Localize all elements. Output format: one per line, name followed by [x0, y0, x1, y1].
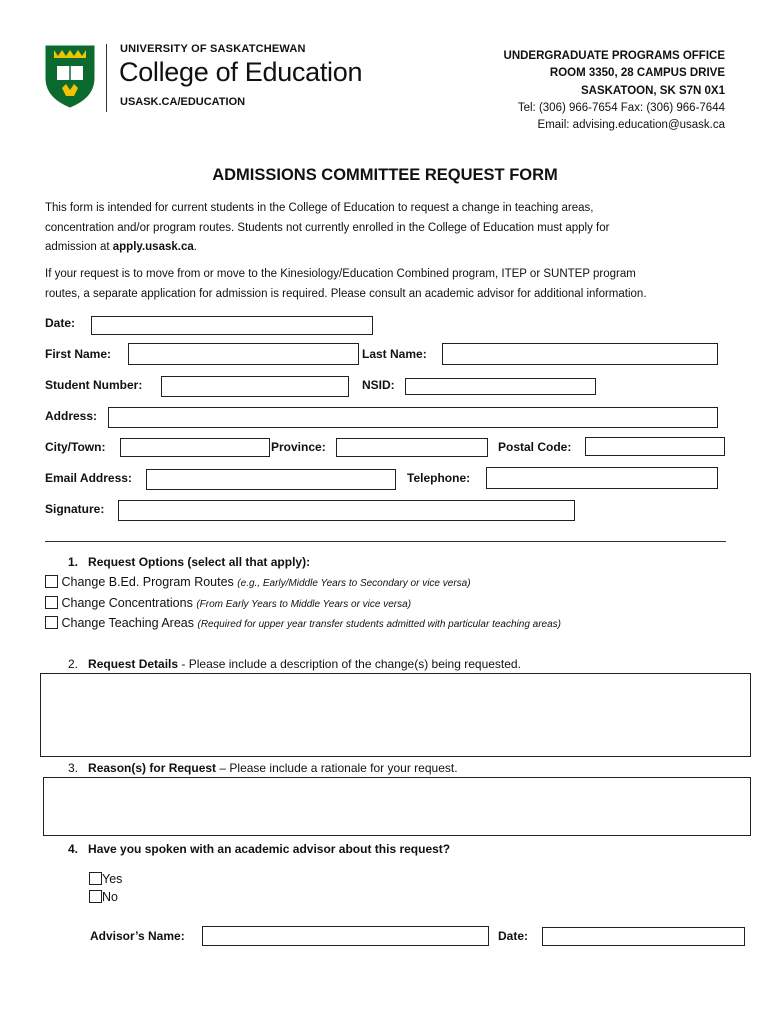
city-field[interactable]	[120, 438, 270, 457]
concentrations-checkbox[interactable]	[45, 596, 58, 609]
section-number: 1.	[68, 555, 79, 569]
option-label: Change B.Ed. Program Routes	[61, 575, 234, 589]
intro-line	[45, 238, 735, 258]
university-name: UNIVERSITY OF SASKATCHEWAN	[120, 43, 306, 55]
intro-text: .	[193, 241, 197, 253]
option-label: Change Teaching Areas	[61, 616, 194, 630]
header-divider	[106, 44, 107, 112]
first-name-field[interactable]	[128, 343, 359, 365]
yes-checkbox[interactable]	[89, 872, 102, 885]
province-field[interactable]	[336, 438, 488, 457]
intro-text: admission at	[45, 241, 113, 253]
advisor-name-field[interactable]	[202, 926, 489, 946]
section-number: 2.	[68, 657, 79, 671]
university-crest-icon	[44, 44, 96, 108]
reason-textarea[interactable]	[43, 777, 751, 836]
section-title: Have you spoken with an academic advisor about this request?	[88, 842, 451, 856]
section-number: 3.	[68, 761, 79, 775]
office-email: Email: advising.education@usask.ca	[537, 119, 725, 132]
request-details-textarea[interactable]	[40, 673, 751, 757]
student-number-field[interactable]	[161, 376, 349, 397]
intro-paragraph-1	[45, 199, 735, 258]
last-name-label: Last Name:	[362, 347, 427, 361]
advisor-date-label: Date:	[498, 929, 529, 943]
telephone-field[interactable]	[486, 467, 718, 489]
section-2-heading	[68, 657, 521, 671]
section-3-heading	[68, 761, 458, 775]
advisor-name-label: Advisor’s Name:	[90, 929, 185, 943]
advisor-date-field[interactable]	[542, 927, 745, 946]
address-field[interactable]	[108, 407, 718, 428]
option-note: (From Early Years to Middle Years or vice versa)	[196, 599, 412, 610]
student-number-label: Student Number:	[45, 378, 143, 392]
province-label: Province:	[271, 440, 326, 454]
option-note: (Required for upper year transfer students admitted with particular teaching areas)	[197, 619, 561, 630]
office-address	[504, 48, 725, 134]
intro-line: This form is intended for current students in the College of Education to request a change in teaching areas,	[45, 202, 594, 214]
nsid-label: NSID:	[362, 378, 395, 392]
section-number: 4.	[68, 842, 79, 856]
program-routes-checkbox[interactable]	[45, 575, 58, 588]
section-1-heading	[68, 555, 310, 569]
teaching-areas-checkbox[interactable]	[45, 616, 58, 629]
apply-link[interactable]: apply.usask.ca	[112, 241, 194, 253]
section-title: Reason(s) for Request	[88, 761, 217, 775]
section-divider	[45, 541, 726, 542]
signature-field[interactable]	[118, 500, 575, 521]
section-desc: - Please include a description of the change(s) being requested.	[178, 657, 521, 671]
option-row	[45, 596, 411, 610]
first-name-label: First Name:	[45, 347, 112, 361]
section-title: Request Options (select all that apply):	[88, 555, 311, 569]
form-title: ADMISSIONS COMMITTEE REQUEST FORM	[212, 166, 558, 184]
telephone-label: Telephone:	[407, 471, 471, 485]
no-checkbox[interactable]	[89, 890, 102, 903]
section-desc: – Please include a rationale for your request.	[216, 761, 458, 775]
office-phone: Tel: (306) 966-7654 Fax: (306) 966-7644	[517, 101, 725, 114]
office-line: UNDERGRADUATE PROGRAMS OFFICE	[503, 50, 725, 62]
yes-row	[89, 872, 122, 886]
nsid-field[interactable]	[405, 378, 596, 395]
postal-code-label: Postal Code:	[498, 440, 572, 454]
office-line: ROOM 3350, 28 CAMPUS DRIVE	[549, 67, 725, 80]
option-label: Change Concentrations	[61, 596, 193, 610]
signature-label: Signature:	[45, 502, 105, 516]
city-label: City/Town:	[45, 440, 106, 454]
college-name: College of Education	[119, 57, 363, 87]
section-title: Request Details	[88, 657, 179, 671]
college-url: USASK.CA/EDUCATION	[120, 96, 246, 108]
email-field[interactable]	[146, 469, 396, 490]
yes-label: Yes	[102, 872, 123, 886]
no-row	[89, 890, 118, 904]
intro-line: routes, a separate application for admission is required. Please consult an academic advisor for additional information.	[45, 287, 647, 300]
date-field[interactable]	[91, 316, 373, 335]
office-line: SASKATOON, SK S7N 0X1	[580, 84, 725, 97]
postal-code-field[interactable]	[585, 437, 725, 456]
intro-paragraph-2	[45, 265, 735, 304]
option-row	[45, 616, 561, 630]
date-label: Date:	[45, 316, 76, 330]
intro-line: If your request is to move from or move to the Kinesiology/Education Combined program, ITEP or SUNTEP program	[45, 268, 636, 280]
option-note: (e.g., Early/Middle Years to Secondary or vice versa)	[237, 578, 471, 589]
no-label: No	[102, 890, 118, 904]
option-row	[45, 575, 471, 589]
last-name-field[interactable]	[442, 343, 718, 365]
intro-line: concentration and/or program routes. Students not currently enrolled in the College of Education must apply for	[45, 221, 610, 234]
section-4-heading	[68, 842, 450, 856]
address-label: Address:	[45, 409, 98, 423]
email-label: Email Address:	[45, 471, 132, 485]
